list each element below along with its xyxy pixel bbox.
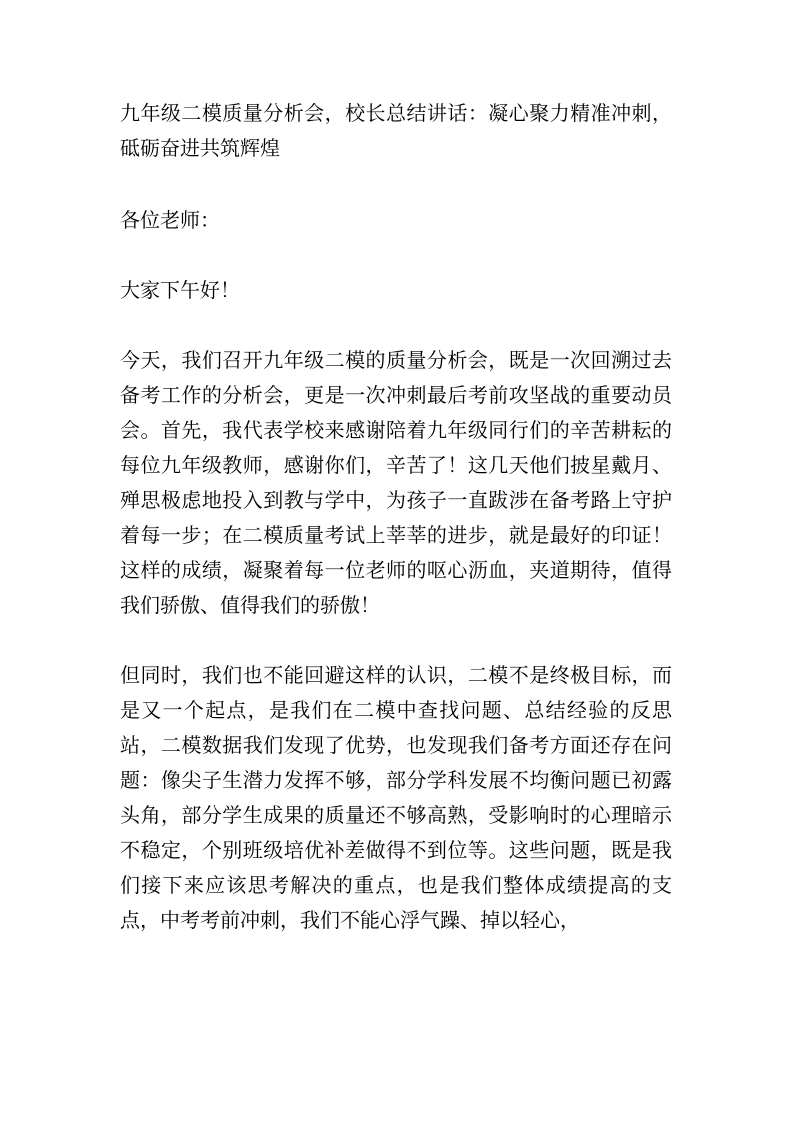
- salutation: 各位老师：: [120, 208, 220, 232]
- document-title: 九年级二模质量分析会，校长总结讲话：凝心聚力精准冲刺，砥砺奋进共筑辉煌: [120, 101, 672, 160]
- greeting: 大家下午好！: [120, 278, 240, 302]
- paragraph-1: 今天，我们召开九年级二模的质量分析会，既是一次回溯过去备考工作的分析会，更是一次冲刺最后考前攻坚战的重要动员会。首先，我代表学校来感谢陪着九年级同行们的辛苦耕耘的每位九年级教师，感谢你们，辛苦了！这几天他们披星戴月、殚思极虑地投入到教与学中，为孩子一直跋涉在备考路上守护着每一步；在二模质量考试上莘莘的进步，就是最好的印证！这样的成绩，凝聚着每一位老师的呕心沥血，夹道期待，值得我们骄傲、值得我们的骄傲！: [120, 348, 672, 617]
- document-body: [120, 96, 672, 973]
- paragraph-2: 但同时，我们也不能回避这样的认识，二模不是终极目标，而是又一个起点，是我们在二模中查找问题、总结经验的反思站，二模数据我们发现了优势，也发现我们备考方面还存在问题：像尖子生潜力发挥不够，部分学科发展不均衡问题已初露头角，部分学生成果的质量还不够高熟，受影响时的心理暗示不稳定，个别班级培优补差做得不到位等。这些问题，既是我们接下来应该思考解决的重点，也是我们整体成绩提高的支点，中考考前冲刺，我们不能心浮气躁、掉以轻心，: [120, 663, 672, 932]
